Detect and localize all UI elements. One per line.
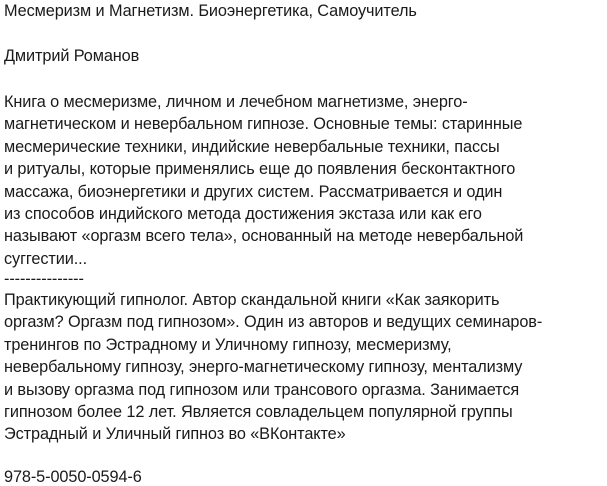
description-line: Книга о месмеризме, личном и лечебном магнетизме, энерго-	[4, 93, 468, 111]
isbn: 978-5-0050-0594-6	[4, 468, 142, 486]
book-description	[4, 91, 523, 270]
bio-line: невербальному гипнозу, энерго-магнетическому гипнозу, ментализму	[4, 358, 523, 377]
author-bio	[4, 289, 542, 446]
bio-line: и вызову оргазма под гипнозом или трансового оргазма. Занимается	[4, 380, 520, 399]
bio-line: тренингов по Эстрадному и Уличному гипнозу, месмеризму,	[4, 335, 452, 354]
bio-line: оргазм? Оргазм под гипнозом». Один из авторов и ведущих семинаров-	[4, 313, 543, 332]
description-line: и ритуалы, которые применялись еще до появления бесконтактного	[4, 160, 516, 179]
description-line: массажа, биоэнергетики и других систем. Рассматривается и один	[4, 182, 503, 201]
section-separator: ---------------	[4, 270, 84, 288]
description-line: магнетическом и невербальном гипнозе. Основные темы: старинные	[4, 115, 523, 134]
book-title: Месмеризм и Магнетизм. Биоэнергетика, Самоучитель	[4, 2, 417, 20]
bio-line: гипнозом более 12 лет. Является совладельцем популярной группы	[4, 403, 513, 422]
bio-line: Эстрадный и Уличный гипноз во «ВКонтакте»	[4, 425, 346, 444]
description-line: месмерические техники, индийские невербальные техники, пассы	[4, 137, 500, 156]
description-line: из способов индийского метода достижения экстаза или как его	[4, 205, 482, 224]
description-line: суггестии...	[4, 249, 88, 268]
author-name: Дмитрий Романов	[4, 47, 140, 65]
bio-line: Практикующий гипнолог. Автор скандальной книги «Как заякорить	[4, 291, 500, 309]
description-line: называют «оргазм всего тела», основанный на методе невербальной	[4, 227, 524, 246]
